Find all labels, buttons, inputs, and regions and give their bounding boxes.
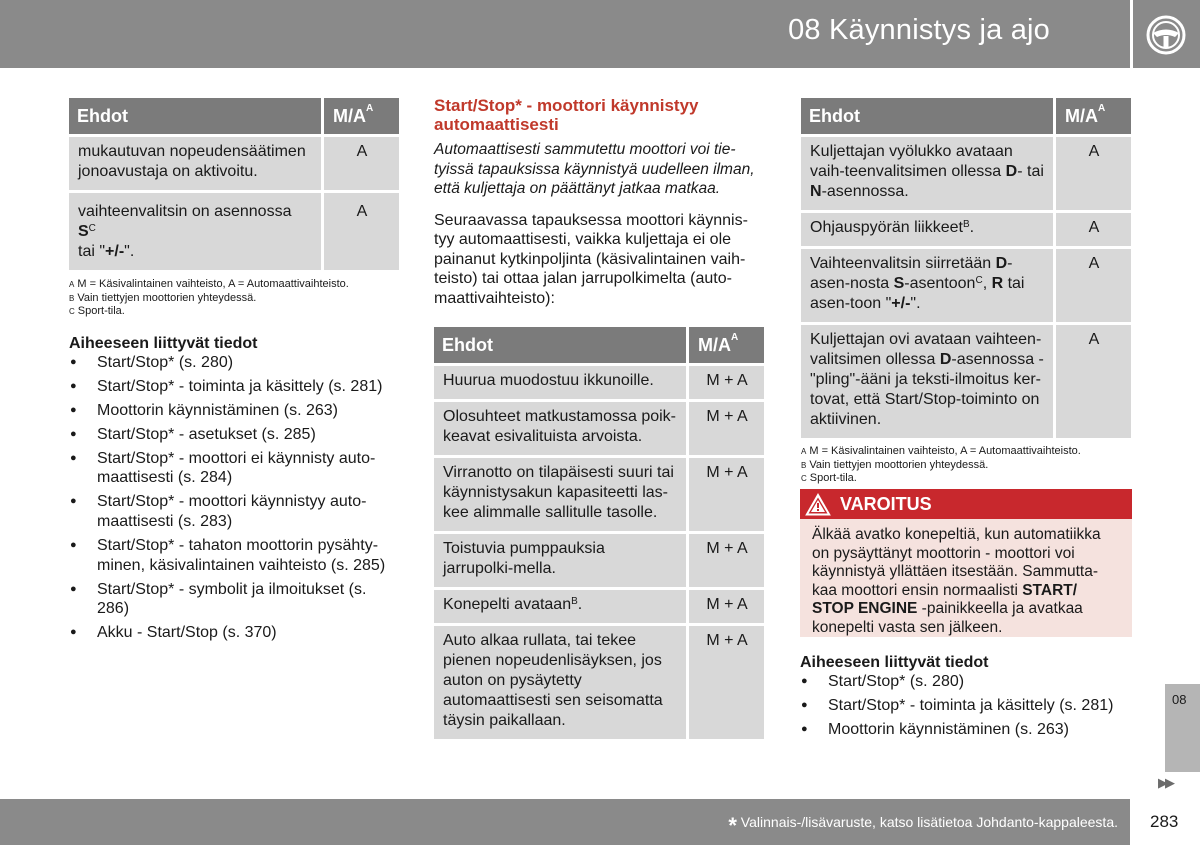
- condition-cell: Huurua muodostuu ikkunoille.: [434, 366, 686, 399]
- warning-title: VAROITUS: [840, 494, 932, 514]
- warning-header: [800, 489, 1132, 519]
- table-row: [801, 325, 1131, 438]
- ma-cell: A: [1053, 249, 1131, 322]
- col-header-ma: $M/A^A$: [321, 98, 399, 134]
- ma-cell: A: [1053, 137, 1131, 210]
- ma-cell: M + A: [686, 626, 764, 739]
- condition-cell: Kuljettajan vyölukko avataan vaih-teenvalitsimen ollessa D- tai N-asennossa.: [801, 137, 1053, 210]
- ma-cell: A: [321, 137, 399, 190]
- ma-cell: A: [1053, 213, 1131, 246]
- related-link[interactable]: ● Start/Stop* - moottori käynnistyy auto-maattisesti (s. 283): [69, 492, 399, 531]
- related-link[interactable]: ● Moottorin käynnistäminen (s. 263): [800, 720, 1130, 740]
- ma-cell: M + A: [686, 458, 764, 531]
- col-header-conditions: Ehdot: [69, 98, 321, 134]
- col-header-ma: $M/A^A$: [686, 327, 764, 363]
- related-link[interactable]: ● Start/Stop* - toiminta ja käsittely (s. 281): [800, 696, 1130, 716]
- condition-cell: mukautuvan nopeudensäätimen jonoavustaja on aktivoitu.: [69, 137, 321, 190]
- steering-wheel-icon: [1145, 14, 1187, 56]
- footnote: A M = Käsivalintainen vaihteisto, A = Automaattivaihteisto.: [69, 278, 349, 290]
- chapter-icon-box: [1133, 0, 1200, 68]
- table-row: [434, 590, 764, 623]
- related-links-list: [800, 672, 1130, 740]
- footnotes: [69, 278, 399, 319]
- ma-cell: M + A: [686, 366, 764, 399]
- section-intro: Automaattisesti sammutettu moottori voi tie-tyissä tapauksissa käynnistyä uudelleen ilman, että kuljettaja on päättänyt jatkaa matkaa.: [434, 141, 755, 197]
- chapter-tab-label: 08: [1172, 692, 1187, 707]
- conditions-table-middle: [434, 324, 764, 742]
- related-link[interactable]: ● Start/Stop* - asetukset (s. 285): [69, 425, 399, 445]
- footnote: A M = Käsivalintainen vaihteisto, A = Automaattivaihteisto.: [801, 445, 1081, 457]
- section-body: Seuraavassa tapauksessa moottori käynnis-tyy automaattisesti, vaikka kuljettaja ei ole painanut kytkinpoljinta (käsivalintainen vaih-teisto) tai ottaa jalan jarrupolkimelta (auto-maattivaihteisto):: [434, 211, 748, 307]
- section-title: Start/Stop* - moottori käynnistyy automaattisesti: [434, 96, 699, 134]
- page-number: 283: [1150, 812, 1179, 831]
- condition-cell: Ohjauspyörän liikkeet$^B$.: [801, 213, 1053, 246]
- warning-triangle-icon: [804, 492, 832, 517]
- table-row: [434, 402, 764, 455]
- footnote: B Vain tiettyjen moottorien yhteydessä.: [69, 291, 257, 304]
- related-link[interactable]: ● Start/Stop* - toiminta ja käsittely (s. 281): [69, 377, 399, 397]
- table-row: [801, 213, 1131, 246]
- warning-box: [800, 489, 1132, 637]
- related-link[interactable]: ● Start/Stop* (s. 280): [69, 353, 399, 373]
- chapter-title: 08 Käynnistys ja ajo: [788, 14, 1050, 46]
- ma-cell: A: [321, 193, 399, 270]
- footnotes: [801, 445, 1131, 486]
- related-link[interactable]: ● Start/Stop* (s. 280): [800, 672, 1130, 692]
- condition-cell: Toistuvia pumppauksia jarrupolki-mella.: [434, 534, 686, 587]
- related-link[interactable]: ● Start/Stop* - moottori ei käynnisty auto-maattisesti (s. 284): [69, 449, 399, 488]
- condition-cell: Kuljettajan ovi avataan vaihteen-valitsimen ollessa D-asennossa - "pling"-ääni ja teksti-ilmoitus ker-tovat, että Start/Stop-toiminto on aktiivinen.: [801, 325, 1053, 438]
- related-link[interactable]: ● Moottorin käynnistäminen (s. 263): [69, 401, 399, 421]
- next-page-icon: ▶▶: [1158, 775, 1172, 790]
- table-row: [69, 193, 399, 270]
- condition-cell: Auto alkaa rullata, tai tekee pienen nopeudenlisäyksen, jos auton on pysäytetty automaattisesti sen seisomatta täysin paikallaan.: [434, 626, 686, 739]
- table-row: [434, 366, 764, 399]
- chapter-header-bar: [0, 0, 1130, 68]
- table-row: [801, 137, 1131, 210]
- table-row: [434, 534, 764, 587]
- footnote: C Sport-tila.: [801, 472, 857, 484]
- ma-cell: M + A: [686, 590, 764, 623]
- conditions-table-left: [69, 95, 399, 273]
- middle-column: [434, 96, 764, 742]
- related-heading: Aiheeseen liittyvät tiedot: [800, 654, 989, 671]
- left-column: [69, 95, 399, 647]
- related-right-section: [800, 654, 1130, 744]
- conditions-table-right: [801, 95, 1131, 441]
- ma-cell: M + A: [686, 402, 764, 455]
- footer-note: * Valinnais-/lisävaruste, katso lisätietoa Johdanto-kappaleesta.: [728, 813, 1118, 838]
- condition-cell: Virranotto on tilapäisesti suuri tai käynnistysakun kapasiteetti las-kee alimmalle sallitulle tasolle.: [434, 458, 686, 531]
- table-row: [434, 626, 764, 739]
- related-link[interactable]: ● Start/Stop* - symbolit ja ilmoitukset (s. 286): [69, 580, 399, 619]
- col-header-ma: $M/A^A$: [1053, 98, 1131, 134]
- footnote: C Sport-tila.: [69, 305, 125, 317]
- condition-cell: vaihteenvalitsin on asennossa $S^C$ tai "+/-".: [69, 193, 321, 270]
- related-heading: Aiheeseen liittyvät tiedot: [69, 334, 258, 352]
- col-header-conditions: Ehdot: [434, 327, 686, 363]
- table-row: [69, 137, 399, 190]
- related-link[interactable]: ● Akku - Start/Stop (s. 370): [69, 623, 399, 643]
- warning-text: Älkää avatko konepeltiä, kun automatiikka on pysäyttänyt moottorin - moottori voi käynnistyä yllättäen itsestään. Sammutta-kaa moottori ensin normaalisti START/ STOP ENGINE -painikkeella ja avatkaa konepelti vasta sen jälkeen.: [812, 526, 1101, 636]
- related-link[interactable]: ● Start/Stop* - tahaton moottorin pysähty-minen, käsivalintainen vaihteisto (s. 285): [69, 536, 399, 575]
- related-links-list: [69, 353, 399, 643]
- table-row: [801, 249, 1131, 322]
- condition-cell: Vaihteenvalitsin siirretään D-asen-nosta S-asentoon$^C$, R tai asen-toon "+/-".: [801, 249, 1053, 322]
- table-row: [434, 458, 764, 531]
- ma-cell: A: [1053, 325, 1131, 438]
- col-header-conditions: Ehdot: [801, 98, 1053, 134]
- footer-bar: [0, 799, 1130, 845]
- ma-cell: M + A: [686, 534, 764, 587]
- condition-cell: Konepelti avataan$^B$.: [434, 590, 686, 623]
- condition-cell: Olosuhteet matkustamossa poik-keavat esivalituista arvoista.: [434, 402, 686, 455]
- footnote: B Vain tiettyjen moottorien yhteydessä.: [801, 458, 989, 471]
- right-column: [801, 95, 1131, 486]
- chapter-side-tab: [1165, 684, 1200, 772]
